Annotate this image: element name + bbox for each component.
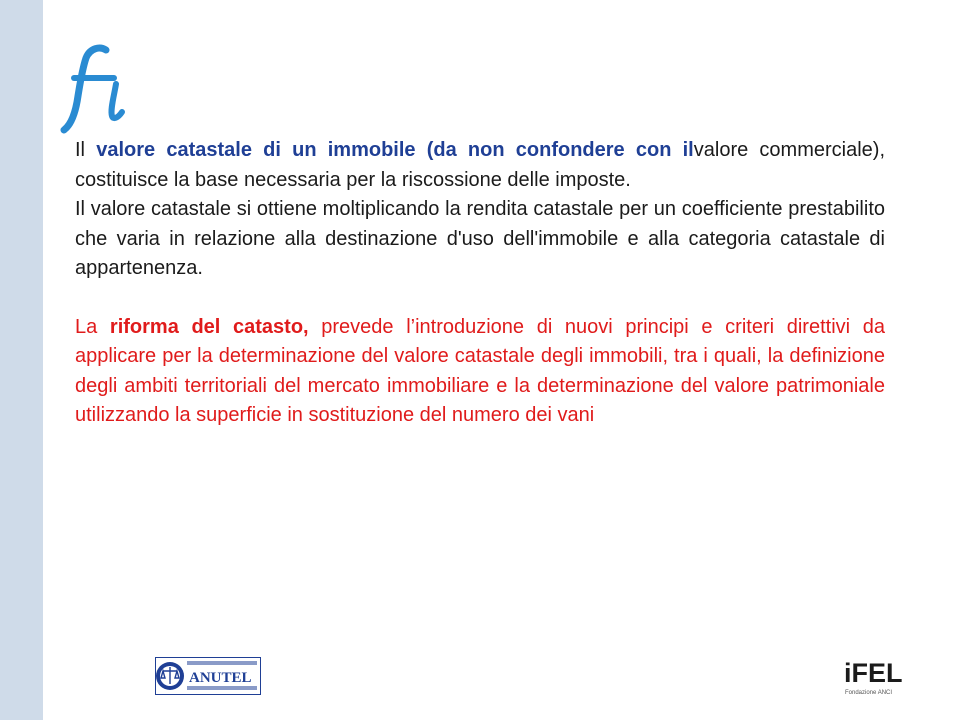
highlight-riforma: riforma del catasto, — [109, 315, 309, 338]
ifel-logo — [844, 654, 903, 698]
anutel-logo — [155, 657, 261, 695]
highlight-valore-catastale: valore catastale di un immobile (da non confondere con il — [96, 139, 694, 161]
ifel-subtitle: Fondazione ANCI — [845, 690, 893, 696]
left-sidebar-band — [0, 0, 43, 720]
slide-body — [75, 136, 885, 431]
paragraph-calcolo: Il valore catastale si ottiene moltiplicando la rendita catastale per un coefficiente prestabilito che varia in relazione alla destinazione d'uso dell'immobile e alla categoria catastale di appartenenza. — [75, 198, 885, 279]
paragraph-spacer — [75, 284, 885, 313]
ifel-name: iFEL — [844, 658, 903, 688]
anutel-name: ANUTEL — [189, 670, 252, 686]
paragraph-riforma: La riforma del catasto, prevede l’introduzione di nuovi principi e criteri direttivi da applicare per la determinazione del valore catastale degli immobili, tra i quali, la definizione degli ambiti territoriali del mercato immobiliare e la determinazione del valore patrimoniale utilizzando la superficie in sostituzione del numero dei vani — [75, 315, 885, 426]
fi-logo-icon — [60, 44, 130, 136]
paragraph-valore-catastale: Il valore catastale di un immobile (da non confondere con ilvalore commerciale), costituisce la base necessaria per la riscossione delle imposte. — [75, 139, 885, 191]
